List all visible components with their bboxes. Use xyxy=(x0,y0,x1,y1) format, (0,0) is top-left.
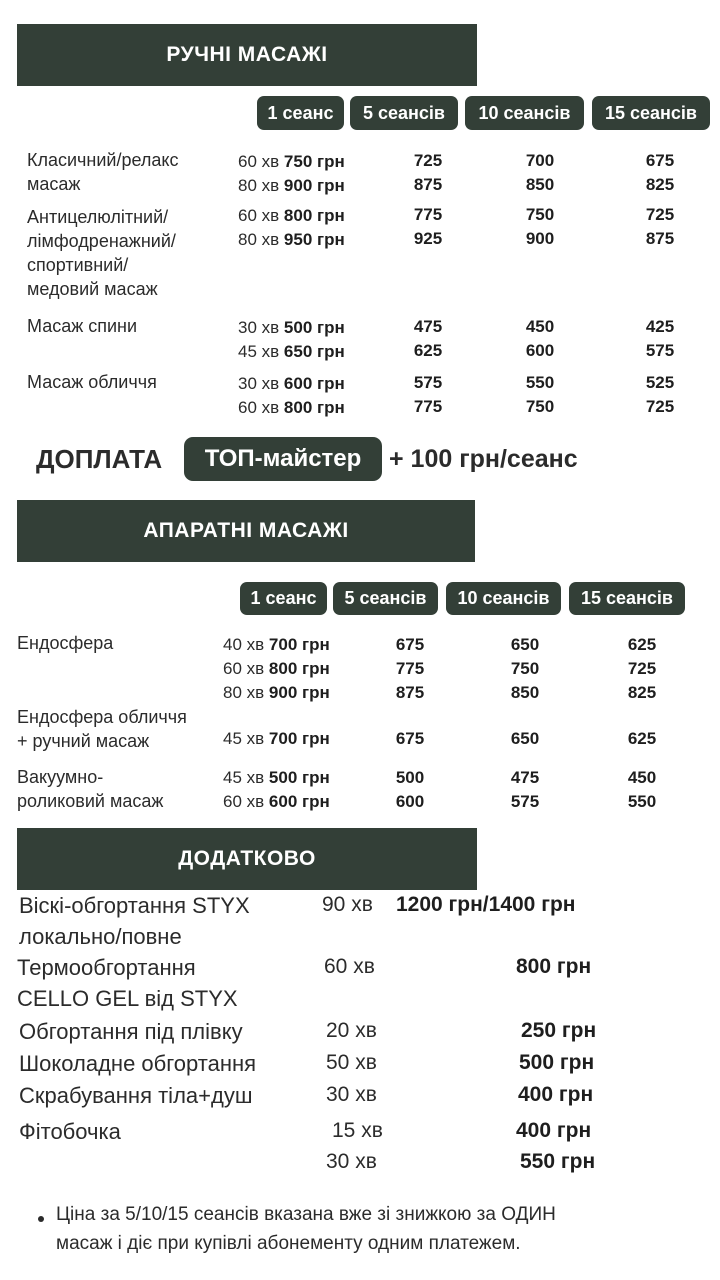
price-line: 80 хв 900 грн xyxy=(238,176,345,195)
price-10: 650 xyxy=(510,729,540,748)
price-5: 775 xyxy=(395,659,425,678)
price-5: 675 xyxy=(395,635,425,654)
extra-price: 500 грн xyxy=(519,1051,595,1074)
price-10: 750 xyxy=(525,205,555,224)
extra-duration: 30 хв xyxy=(326,1150,377,1173)
price-5: 625 xyxy=(413,341,443,360)
service-name: Масаж спини xyxy=(27,316,138,336)
service-name: Масаж обличчя xyxy=(27,372,157,392)
section-title: АПАРАТНІ МАСАЖІ xyxy=(143,519,349,542)
header-pill-1-session: 1 сеанс xyxy=(240,582,327,615)
price-15: 825 xyxy=(627,683,657,702)
price-10: 700 xyxy=(525,151,555,170)
price-10: 850 xyxy=(510,683,540,702)
price-15: 725 xyxy=(645,205,675,224)
price-line: 80 хв 950 грн xyxy=(238,230,345,249)
extra-price: 400 грн xyxy=(518,1083,594,1106)
service-name: Класичний/релакс масаж xyxy=(27,150,179,194)
discount-note: Ціна за 5/10/15 сеансів вказана вже зі знижкою за ОДИН масаж і діє при купівлі абонементу одним платежем. xyxy=(56,1204,556,1254)
price-15: 875 xyxy=(645,229,675,248)
price-15: 575 xyxy=(645,341,675,360)
extra-price: 400 грн xyxy=(516,1119,592,1142)
extra-service-name: Шоколадне обгортання xyxy=(19,1051,257,1076)
surcharge-amount: + 100 грн/сеанс xyxy=(389,445,578,473)
header-pill-10-sessions: 10 сеансів xyxy=(446,582,561,615)
price-15: 675 xyxy=(645,151,675,170)
price-line: 40 хв 700 грн xyxy=(223,635,330,654)
header-pill-1-session: 1 сеанс xyxy=(257,96,344,130)
price-15: 450 xyxy=(627,768,657,787)
header-pill-15-sessions: 15 сеансів xyxy=(592,96,710,130)
extra-duration: 90 хв xyxy=(322,893,373,916)
price-5: 875 xyxy=(395,683,425,702)
price-10: 600 xyxy=(525,341,555,360)
bullet-dot xyxy=(38,1216,44,1222)
price-line: 30 хв 500 грн xyxy=(238,318,345,337)
extra-price: 550 грн xyxy=(520,1150,596,1173)
price-line: 45 хв 650 грн xyxy=(238,342,345,361)
price-line: 60 хв 800 грн xyxy=(238,398,345,417)
price-15: 525 xyxy=(645,373,675,392)
price-10: 475 xyxy=(510,768,540,787)
extra-service-name: Віскі-обгортання STYX локально/повне xyxy=(19,893,250,949)
price-line: 45 хв 500 грн xyxy=(223,768,330,787)
price-10: 650 xyxy=(510,635,540,654)
price-5: 500 xyxy=(395,768,425,787)
price-5: 600 xyxy=(395,792,425,811)
price-line: 60 хв 800 грн xyxy=(223,659,330,678)
price-15: 825 xyxy=(645,175,675,194)
extra-service-name: Скрабування тіла+душ xyxy=(19,1083,253,1108)
top-master-badge: ТОП-майстер xyxy=(184,437,382,481)
extra-price: 800 грн xyxy=(516,955,592,978)
section-banner-hardware xyxy=(17,500,475,562)
price-15: 725 xyxy=(627,659,657,678)
header-pill-5-sessions: 5 сеансів xyxy=(333,582,438,615)
extra-duration: 20 хв xyxy=(326,1019,377,1042)
price-5: 875 xyxy=(413,175,443,194)
price-5: 675 xyxy=(395,729,425,748)
service-name: Антицелюлітний/ лімфодренажний/ спортивний/ медовий масаж xyxy=(27,207,176,299)
service-name: Вакуумно- роликовий масаж xyxy=(17,767,164,811)
price-5: 475 xyxy=(413,317,443,336)
price-15: 625 xyxy=(627,729,657,748)
section-banner-manual xyxy=(17,24,477,86)
extra-duration: 60 хв xyxy=(324,955,375,978)
price-5: 775 xyxy=(413,205,443,224)
price-line: 30 хв 600 грн xyxy=(238,374,345,393)
price-line: 60 хв 600 грн xyxy=(223,792,330,811)
price-15: 725 xyxy=(645,397,675,416)
section-banner-extra xyxy=(17,828,477,890)
extra-duration: 50 хв xyxy=(326,1051,377,1074)
price-line: 60 хв 750 грн xyxy=(238,152,345,171)
section-title: ДОДАТКОВО xyxy=(178,847,316,870)
extra-service-name: Обгортання під плівку xyxy=(19,1019,243,1044)
extra-service-name: Термообгортання CELLO GEL від STYX xyxy=(17,955,238,1011)
price-10: 750 xyxy=(525,397,555,416)
price-10: 450 xyxy=(525,317,555,336)
header-pill-10-sessions: 10 сеансів xyxy=(465,96,584,130)
extra-price: 250 грн xyxy=(521,1019,597,1042)
header-pill-5-sessions: 5 сеансів xyxy=(350,96,458,130)
price-5: 575 xyxy=(413,373,443,392)
price-10: 550 xyxy=(525,373,555,392)
header-pill-15-sessions: 15 сеансів xyxy=(569,582,685,615)
price-10: 750 xyxy=(510,659,540,678)
extra-service-name: Фітобочка xyxy=(19,1119,121,1144)
price-15: 550 xyxy=(627,792,657,811)
extra-duration: 30 хв xyxy=(326,1083,377,1106)
price-5: 725 xyxy=(413,151,443,170)
service-name: Ендосфера xyxy=(17,633,114,653)
price-15: 625 xyxy=(627,635,657,654)
price-line: 45 хв 700 грн xyxy=(223,729,330,748)
price-10: 900 xyxy=(525,229,555,248)
extra-price: 1200 грн/1400 грн xyxy=(396,893,576,916)
price-10: 850 xyxy=(525,175,555,194)
extra-duration: 15 хв xyxy=(332,1119,383,1142)
price-10: 575 xyxy=(510,792,540,811)
price-line: 60 хв 800 грн xyxy=(238,206,345,225)
service-name: Ендосфера обличчя + ручний масаж xyxy=(17,707,187,751)
section-title: РУЧНІ МАСАЖІ xyxy=(166,43,328,66)
price-line: 80 хв 900 грн xyxy=(223,683,330,702)
price-5: 925 xyxy=(413,229,443,248)
surcharge-label: ДОПЛАТА xyxy=(36,444,163,474)
price-15: 425 xyxy=(645,317,675,336)
price-5: 775 xyxy=(413,397,443,416)
